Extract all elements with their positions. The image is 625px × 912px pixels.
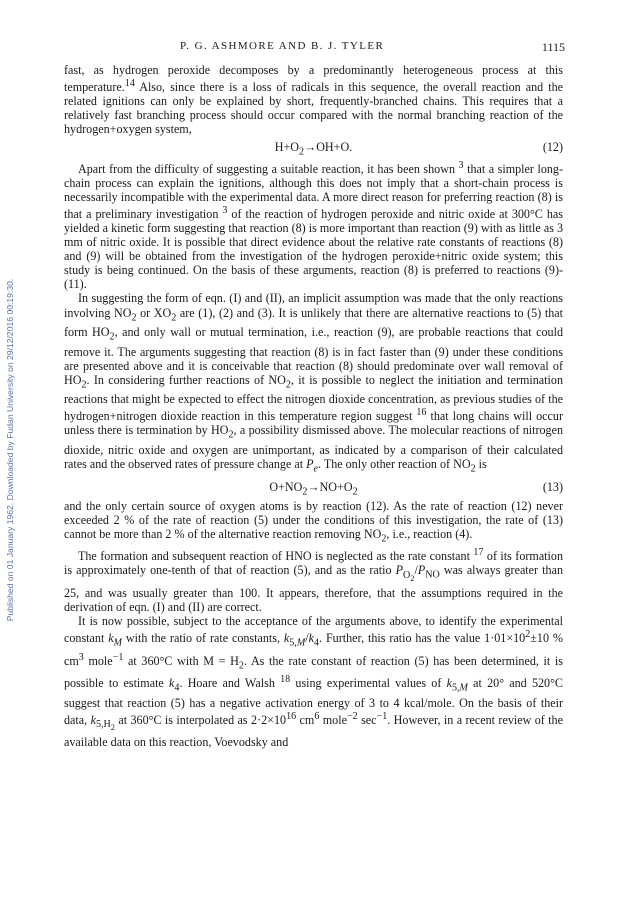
equation bbox=[64, 138, 563, 157]
equation-number: (13) bbox=[542, 479, 563, 494]
equation-number: (12) bbox=[542, 139, 563, 154]
paragraph: It is now possible, subject to the acceptance of the arguments above, to identify the experimental constant $k_M$ with the ratio of rate constants, $k_{5,M}/k_4$. Further, this ratio has the value $1\cdot 01\times 10^2\pm 10$ % $cm^3$ mole$^{-1}$ at 360°C with $M = H_2$. As the rate constant of reaction (5) has been determined, it is possible to estimate $k_4$. Hoare and Walsh $^{18}$ using experimental values of $k_{5,M}$ at 20° and 520°C suggest that reaction (5) has a negative activation energy of 3 to 4 kcal/mole. On the basis of their data, $k_{5,H_2}$ at 360°C is interpolated as $2\cdot 2\times 10^{16}$ $cm^6$ mole$^{-2}$ $\sec^{-1}$. However, in a recent review of the available data on this reaction, Voevodsky and bbox=[64, 614, 563, 750]
equation-expression: $O+NO_2\to NO+O_2$ bbox=[269, 479, 358, 497]
paragraph: The formation and subsequent reaction of HNO is neglected as the rate constant $^{17}$ of its formation is approximately one-tenth of that of reaction (5), and as the ratio $P_{O_2}/P_{NO}$ was always greater than 25, and was usually greater than 100. It appears, therefore, that the assumptions required in the derivation of eqn. (I) and (II) are correct. bbox=[64, 547, 563, 614]
paragraph: and the only certain source of oxygen atoms is by reaction (12). As the rate of reaction (12) never exceeded 2 % of the rate of reaction (5) under the conditions of this investigation, the rate of (13) cannot be more than 2 % of the alternative reaction removing $NO_2$, i.e., reaction (4). bbox=[64, 498, 563, 545]
equation bbox=[64, 478, 563, 497]
equation-expression: $H+O_2\to OH+O$. bbox=[274, 139, 353, 157]
download-watermark bbox=[4, 150, 16, 750]
paragraph: Apart from the difficulty of suggesting a suitable reaction, it has been shown $^3$ that a simpler long-chain process can explain the ignitions, although this does not imply that a short-chain process is necessarily incompatible with the experimental data. A more direct reason for preferring reaction (8) is that a preliminary investigation $^3$ of the reaction of hydrogen peroxide and nitric oxide at 300°C has yielded a kinetic form suggesting that reaction (8) is more important than reaction (9) with as little as 3 mm of nitric oxide. It is possible that direct evidence about the relative rate constants of reactions (8) and (9) will be obtained from the investigation of the hydrogen peroxide+nitric oxide system; this study is being continued. On the basis of these arguments, reaction (8) is preferred to reactions (9)-(11). bbox=[64, 159, 563, 292]
page-header bbox=[62, 40, 565, 56]
paragraph: fast, as hydrogen peroxide decomposes by a predominantly heterogeneous process at this temperature.$^{14}$ Also, since there is a loss of radicals in this sequence, the overall reaction and the related ignitions can only be explained by short, frequently-branched chains. This requires that a relatively fast branching process should occur compared with the normal branching reaction of the hydrogen+oxygen system, bbox=[64, 63, 563, 137]
page-number: 1115 bbox=[541, 40, 565, 54]
download-notice-text: Published on 01 January 1962. Downloaded by Fudan University on 29/12/2016 00:19:30. bbox=[5, 278, 15, 622]
article-body bbox=[64, 63, 563, 749]
paragraph: In suggesting the form of eqn. (I) and (II), an implicit assumption was made that the only reactions involving $NO_2$ or $XO_2$ are (1), (2) and (3). It is unlikely that there are alternative reactions to (5) that form $HO_2$, and only wall or mutual termination, i.e., reaction (9), are probable reactions that could remove it. The arguments suggesting that reaction (8) is in fact faster than (9) under these conditions are presented above and it is conceivable that reaction (8) should predominate over wall removal of $HO_2$. In considering further reactions of $NO_2$, it is possible to neglect the initiation and termination reactions that might be expected to effect the nitrogen dioxide concentration, as previous studies of the hydrogen+nitrogen dioxide reaction in this temperature region suggest $^{16}$ that long chains will occur unless there is termination by $HO_2$, a possibility dismissed above. The molecular reactions of nitrogen dioxide, nitric oxide and oxygen are unimportant, as indicated by a comparison of their calculated rates and the observed rates of pressure change at $P_e$. The only other reaction of $NO_2$ is bbox=[64, 291, 564, 475]
running-head: P. G. ASHMORE AND B. J. TYLER bbox=[180, 40, 385, 52]
